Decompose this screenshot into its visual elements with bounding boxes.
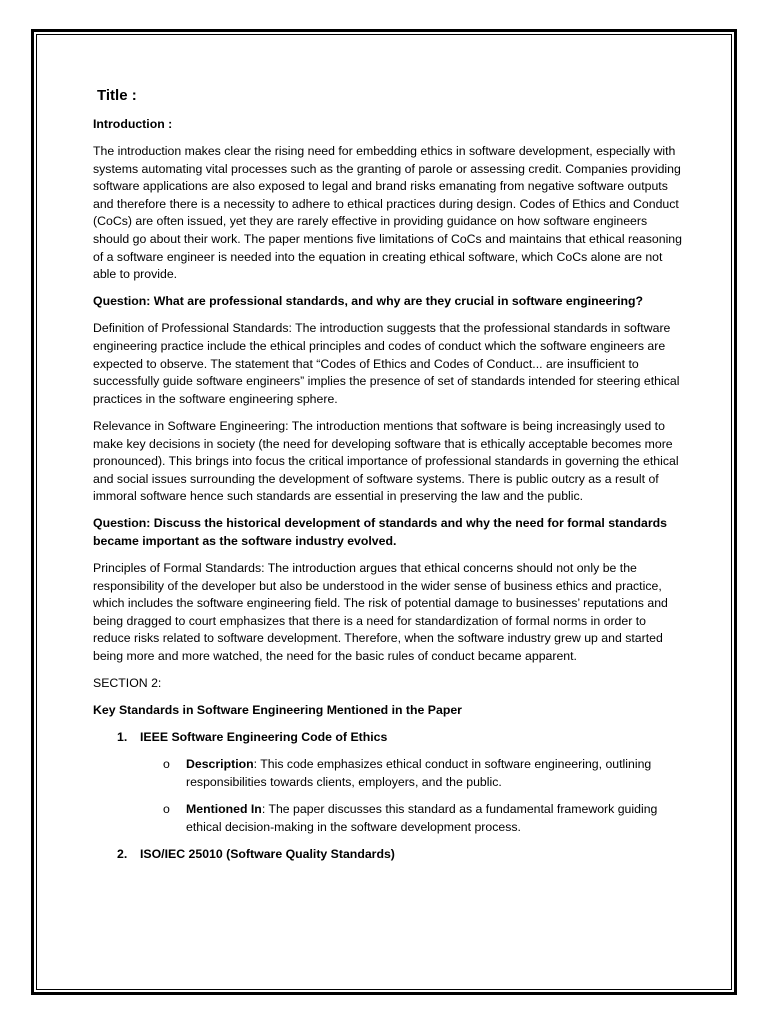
introduction-paragraph: The introduction makes clear the rising need for embedding ethics in software development, especially with systems automating vital processes such as the granting of parole or assessing credit. Companies providing software applications are also exposed to legal and brand risks emanating from negative software outputs and therefore there is a necessity to adhere to ethical practices during design. Codes of Ethics and Conduct (CoCs) are often issued, yet they are rarely effective in providing guidance on how software engineers should go about their work. The paper mentions five limitations of CoCs and maintains that ethical reasoning of a software engineer is needed into the equation in creating ethical software, which CoCs alone are not able to provide.	[93, 144, 682, 282]
document-body	[93, 86, 683, 873]
introduction-heading: Introduction :	[93, 117, 173, 131]
question-professional-standards: Question: What are professional standards, and why are they crucial in software engineering?	[93, 294, 644, 309]
list-number: 2.	[117, 846, 128, 861]
section-label: SECTION 2:	[93, 676, 162, 691]
list-item-title: IEEE Software Engineering Code of Ethics	[140, 730, 388, 745]
list-item	[93, 729, 683, 747]
relevance-paragraph: Relevance in Software Engineering: The introduction mentions that software is being increasingly used to make key decisions in society (the need for developing software that is ethically acceptable becomes more pronounced). This brings into focus the critical importance of professional standards in governing the ethical and social issues surrounding the development of software systems. There is public outcry as a result of immoral software hence such standards are essential in preserving the law and the public.	[93, 418, 679, 504]
bullet-marker: o	[163, 757, 170, 772]
list-number: 1.	[117, 730, 128, 745]
section-heading: Key Standards in Software Engineering Mentioned in the Paper	[93, 703, 462, 718]
definition-paragraph: Definition of Professional Standards: The introduction suggests that the professional standards in software engineering practice include the ethical principles and codes of conduct which the software engineers are expected to observe. The statement that “Codes of Ethics and Codes of Conduct... are insufficient to successfully guide software engineers” implies the presence of set of standards intended for steering ethical practices in the software engineering sphere.	[93, 321, 680, 406]
bullet-marker: o	[163, 802, 170, 817]
question-historical-development: Question: Discuss the historical development of standards and why the need for formal standards became important as the software industry evolved.	[93, 516, 667, 548]
bullet-text: : The paper discusses this standard as a fundamental framework guiding ethical decision-making in the software development process.	[186, 802, 658, 834]
list-item	[93, 846, 683, 864]
bullet-text: : This code emphasizes ethical conduct in software engineering, outlining responsibilities towards clients, employers, and the public.	[186, 757, 652, 789]
sub-list-item	[93, 801, 683, 836]
sub-list-item	[93, 756, 683, 791]
bullet-label: Mentioned In	[186, 802, 262, 817]
bullet-label: Description	[186, 757, 254, 772]
list-item-title: ISO/IEC 25010 (Software Quality Standards)	[140, 846, 395, 861]
document-title: Title :	[97, 87, 137, 104]
principles-paragraph: Principles of Formal Standards: The introduction argues that ethical concerns should not only be the responsibility of the developer but also be understood in the wider sense of business ethics and practice, which includes the software engineering field. The risk of potential damage to businesses’ reputations and being dragged to court emphasizes that there is a need for standardization of formal norms in order to reduce risks related to software development. Therefore, when the software industry grew up and started being more and more watched, the need for the basic rules of conduct became apparent.	[93, 561, 668, 664]
